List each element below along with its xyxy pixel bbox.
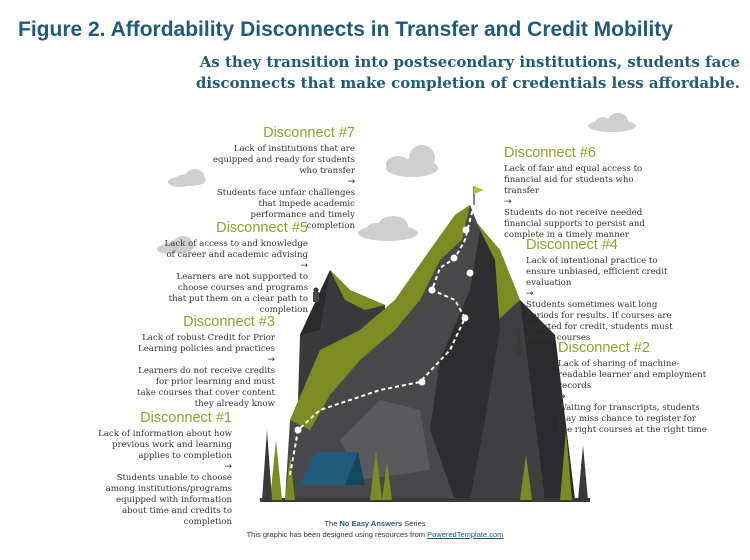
hiker-icon [313,288,319,303]
figure-title: Figure 2. Affordability Disconnects in Transfer and Credit Mobility [18,18,673,41]
disconnect-4-block [526,237,674,344]
disconnect-3-heading: Disconnect #3 [183,314,275,330]
disconnect-7-block [200,125,355,232]
disconnect-2-problem: Lack of sharing of machine-readable learner and employment records [558,359,707,391]
arrow-right-icon: → [347,177,355,187]
powered-template-link[interactable]: PoweredTemplate.com [427,530,504,539]
disconnect-4-heading: Disconnect #4 [526,237,618,253]
cloud-icon [588,113,636,132]
disconnect-6-block [504,145,664,241]
disconnect-6-problem: Lack of fair and equal access to financial aid for students who transfer [504,164,643,196]
footer-credit-text: This graphic has been designed using resources from [246,530,426,539]
disconnect-3-block [135,314,275,410]
disconnect-2-impact: Waiting for transcripts, students may miss chance to register for the right courses at the right time [558,403,707,435]
disconnect-7-heading: Disconnect #7 [263,125,355,141]
figure-subtitle: As they transition into postsecondary institutions, students face disconnects that make completion of credentials less affordable. [195,53,740,92]
footer-series [0,519,750,528]
disconnect-5-block [160,220,308,316]
arrow-right-icon: → [300,261,308,271]
disconnect-7-problem: Lack of institutions that are equipped and ready for students who transfer [212,144,355,176]
cloud-icon [358,216,418,241]
footer-series-prefix: The [324,519,338,528]
disconnect-5-problem: Lack of access to and knowledge of career and academic advising [164,239,308,260]
disconnect-5-heading: Disconnect #5 [216,220,308,236]
disconnect-5-impact: Learners are not supported to choose courses and programs that put them on a clear path to completion [168,272,308,315]
arrow-right-icon: → [267,355,275,365]
disconnect-1-block [92,410,232,528]
disconnect-7-impact: Students face unfair challenges that impede academic performance and timely completion [216,188,355,231]
footer-series-suffix: Series [404,519,426,528]
disconnect-3-problem: Lack of robust Credit for Prior Learning policies and practices [138,333,275,354]
disconnect-1-heading: Disconnect #1 [140,410,232,426]
disconnect-4-impact: Students sometimes wait long periods for results. If courses are rejected for credit, students must retake courses [526,300,673,343]
summit-flag-icon [474,186,484,205]
arrow-right-icon: → [526,289,534,299]
disconnect-1-impact: Students unable to choose among institutions/programs equipped with information about time and credits to completion [105,473,232,527]
arrow-right-icon: → [558,392,566,402]
disconnect-6-impact: Students do not receive needed financial supports to persist and complete in a timely manner [504,208,645,240]
arrow-right-icon: → [224,462,232,472]
arrow-right-icon: → [504,197,512,207]
footer-credit [0,530,750,539]
disconnect-6-heading: Disconnect #6 [504,145,596,161]
disconnect-4-problem: Lack of intentional practice to ensure unbiased, efficient credit evaluation [526,256,668,288]
disconnect-2-block [558,340,708,436]
disconnect-2-heading: Disconnect #2 [558,340,650,356]
disconnect-3-impact: Learners do not receive credits for prior learning and must take courses that cover content they already know [137,366,275,409]
cloud-icon [386,145,438,177]
disconnect-1-problem: Lack of information about how previous work and learning applies to completion [98,429,232,461]
footer-series-name: No Easy Answers [339,519,403,528]
